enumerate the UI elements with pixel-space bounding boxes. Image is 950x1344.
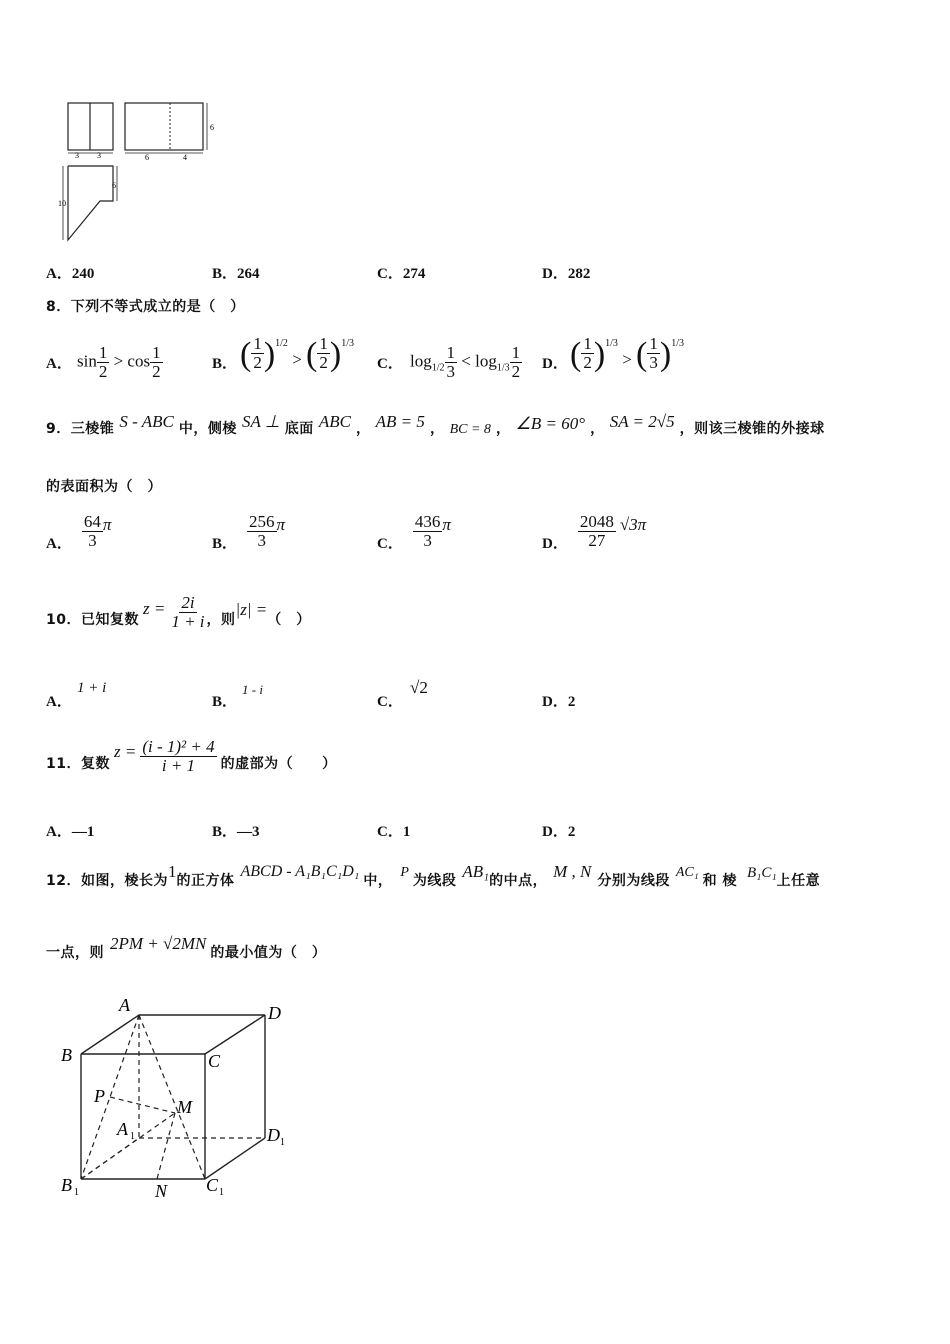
q10-option-a: A．	[46, 694, 72, 710]
label-B1-sub: 1	[74, 1187, 79, 1198]
q11-option-b: B．—3	[212, 824, 260, 840]
q10-option-c-math: √2	[410, 678, 428, 697]
label-A1-sub: 1	[130, 1131, 135, 1142]
q8-option-a-math: sin $\frac{1}{2}$ > cos $\frac{1}{2}$	[77, 343, 161, 381]
q7-option-c: C．274	[377, 266, 426, 282]
label-C1-sub: 1	[219, 1187, 224, 1198]
q7-option-b: B．264	[212, 266, 260, 282]
q12-stem: 12．如图，棱长为 1 的正方体 ABCD - A₁B₁C₁D₁ 中， P 为线段 AB₁ 的中点， M , N 分别为线段 AC₁ 和 棱 B₁C₁ 上任意	[46, 862, 821, 889]
q9-option-d: D． $\frac{2048}{27}$ √3π	[542, 512, 647, 552]
q10-option-d: D．2	[542, 694, 576, 710]
q7-option-a: A．240	[46, 266, 95, 282]
label-D: D	[268, 1003, 281, 1023]
label-D1: D	[267, 1125, 280, 1145]
q11-option-a: A．—1	[46, 824, 95, 840]
dim-label: 10	[58, 199, 66, 208]
q10-option-b: B．	[212, 694, 238, 710]
q8-option-a: A．	[46, 356, 72, 372]
dim-label: 4	[183, 153, 187, 162]
dim-label: 6	[210, 123, 214, 132]
label-N: N	[155, 1181, 168, 1201]
q8-option-c: C．	[377, 356, 403, 372]
q8-stem: 8．下列不等式成立的是（ ）	[46, 299, 245, 315]
q8-option-c-math: $\log_{1/2}$ $\frac{1}{3}$ < $\log_{1/3}$ $\frac{1}{2}$	[410, 343, 521, 381]
label-C: C	[208, 1051, 221, 1071]
q10-option-b-math: 1 - i	[242, 682, 263, 697]
q10-stem: 10．已知复数 z = $\frac{2i}{1 + i}$ ，则 |z| = （ ）	[46, 593, 311, 631]
q10-option-c: C．	[377, 694, 403, 710]
label-P: P	[94, 1086, 105, 1106]
q9-stem-line2: 的表面积为（ ）	[46, 479, 162, 495]
q11-option-d: D．2	[542, 824, 576, 840]
dim-label: 6	[145, 153, 149, 162]
dim-label: 3	[75, 151, 79, 160]
q9-option-c: C． $\frac{436}{3}$ π	[377, 512, 451, 552]
dim-label: 3	[97, 151, 101, 160]
q11-option-c: C．1	[377, 824, 411, 840]
three-view-figure	[55, 98, 225, 248]
label-B: B	[61, 1045, 72, 1065]
q8-option-b: B．	[212, 356, 238, 372]
q12-stem-line2: 一点，则 2PM + √2MN 的最小值为（ ）	[46, 934, 327, 961]
q8-option-d: D．	[542, 356, 568, 372]
q10-option-a-math: 1 + i	[77, 680, 107, 696]
q9-option-a: A． $\frac{64}{3}$ π	[46, 512, 112, 552]
q9-stem: 9．三棱锥 S - ABC 中，侧棱 SA ⊥ 底面 ABC ， AB = 5 ， BC = 8 ， ∠B = 60° ， SA = 2√5 ，则该三棱锥的外接球	[46, 412, 825, 437]
cube-figure	[55, 995, 305, 1205]
label-B1: B	[61, 1175, 72, 1195]
label-M: M	[177, 1097, 192, 1117]
q7-option-d: D．282	[542, 266, 591, 282]
q9-option-b: B． $\frac{256}{3}$ π	[212, 512, 286, 552]
q11-stem: 11．复数 z = $\frac{\text{(i - 1)² + 4}}{i + 1}$ 的虚部为（ ）	[46, 737, 337, 775]
q8-option-d-math: ( $\frac{1}{2}$ )$^{1/3}$ > ( $\frac{1}{3}$ )$^{1/3}$	[570, 333, 684, 373]
label-A: A	[119, 995, 130, 1015]
q8-option-b-math: ( $\frac{1}{2}$ )$^{1/2}$ > ( $\frac{1}{2}$ )$^{1/3}$	[240, 333, 354, 373]
label-A1: A	[117, 1119, 128, 1139]
label-D1-sub: 1	[280, 1137, 285, 1148]
label-C1: C	[206, 1175, 219, 1195]
dim-label: 6	[112, 181, 116, 190]
